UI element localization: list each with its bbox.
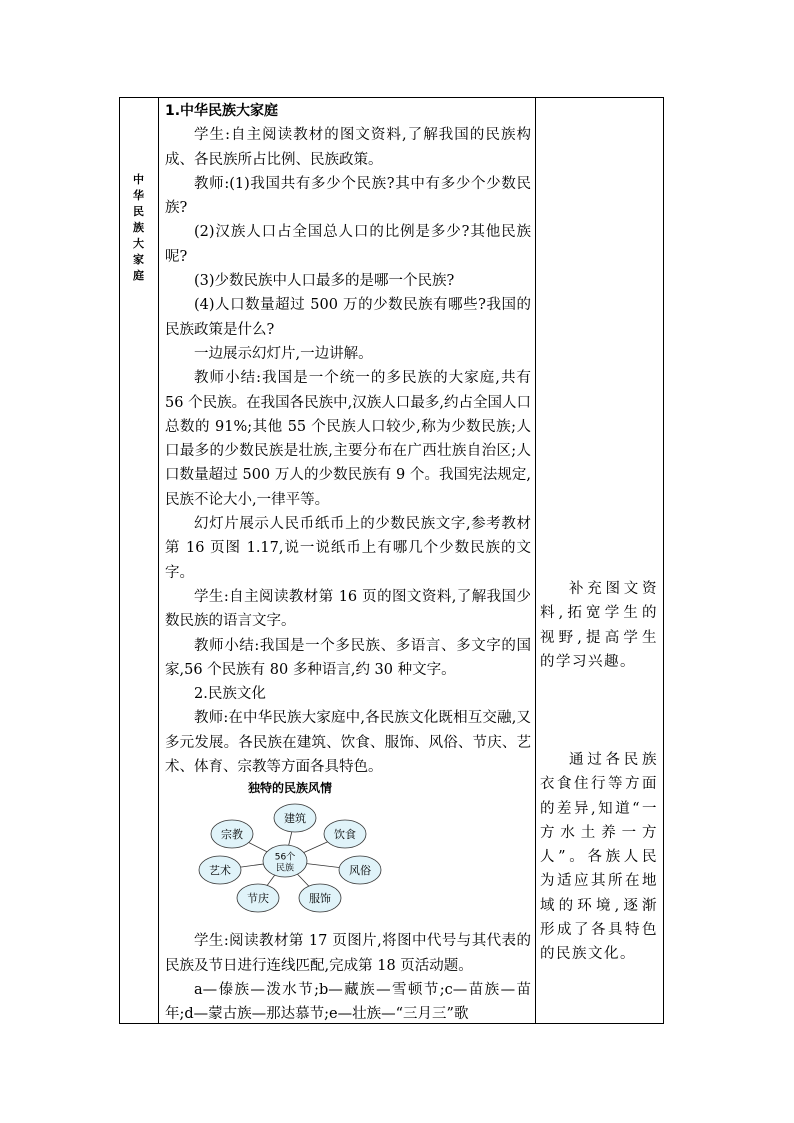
note-2 [540,748,658,967]
diagram-svg [190,778,390,918]
paragraph: 学生:自主阅读教材的图文资料,了解我国的民族构成、各民族所占比例、民族政策。 [165,127,531,168]
side-char: 大 [133,237,144,250]
paragraph: 教师:在中华民族大家庭中,各民族文化既相互交融,又多元发展。各民族在建筑、饮食、服饰、风俗、节庆、艺术、体育、宗教等方面各具特色。 [165,710,531,776]
section-side-heading [119,97,158,1023]
table-border-col2 [535,97,536,1023]
ethnic-culture-diagram [190,778,390,918]
side-char: 庭 [133,269,144,282]
paragraph: 教师小结:我国是一个多民族、多语言、多文字的国家,56 个民族有 80 多种语言,约 30 种文字。 [165,637,531,678]
diagram-node-label: 艺术 [209,864,231,877]
table-border-right [663,97,664,1023]
side-char: 民 [133,205,144,218]
paragraph: (2)汉族人口占全国总人口的比例是多少?其他民族呢? [165,224,531,265]
side-char: 华 [133,189,144,202]
table-border-col1 [158,97,159,1023]
note-text: 补充图文资料,拓宽学生的视野,提高学生的学习兴趣。 [540,581,658,670]
paragraph: (4)人口数量超过 500 万的少数民族有哪些?我国的民族政策是什么? [165,297,531,338]
diagram-node-label: 节庆 [247,892,269,905]
diagram-node-label: 饮食 [334,828,356,841]
side-char: 族 [133,221,144,234]
paragraph: 学生:阅读教材第 17 页图片,将图中代号与其代表的民族及节日进行连线匹配,完成第 18 页活动题。 [165,933,531,974]
section1-title: 1.中华民族大家庭 [165,103,279,119]
diagram-title: 独特的民族风情 [247,781,333,795]
diagram-node-label: 宗教 [221,828,243,841]
paragraph: 教师:(1)我国共有多少个民族?其中有多少个少数民族? [165,175,531,217]
paragraph: 教师小结:我国是一个统一的多民族的大家庭,共有 56 个民族。在我国各民族中,汉族人口最多,约占全国人口总数的 91%;其他 55 个民族人口较少,称为少数民族;人口最多的少数民族是壮族,主要分布在广西壮族自治区;人口数量超过 500 万人的少数民族有 9 个。我国宪法规定,民族不论大小,一律平等。 [165,370,531,508]
side-char: 中 [133,173,144,186]
diagram-node-label: 服饰 [309,892,331,905]
paragraph: 学生:自主阅读教材第 16 页的图文资料,了解我国少数民族的语言文字。 [165,588,531,630]
paragraph: a—傣族—泼水节;b—藏族—雪顿节;c—苗族—苗年;d—蒙古族—那达慕节;e—壮族—“三月三”歌 [165,981,531,1023]
paragraph: 一边展示幻灯片,一边讲解。 [194,345,373,362]
diagram-center-label: 56个 [274,852,296,863]
diagram-node-label: 建筑 [284,812,306,825]
paragraph: (3)少数民族中人口最多的是哪一个民族? [194,273,455,290]
note-text: 通过各民族衣食住行等方面的差异,知道“一方水土养一方人”。各族人民为适应其所在地域的环境,逐渐形成了各具特色的民族文化。 [540,752,658,963]
diagram-center-label: 民族 [275,863,295,874]
note-1 [540,577,658,674]
section2-title: 2.民族文化 [194,686,266,703]
paragraph: 幻灯片展示人民币纸币上的少数民族文字,参考教材第 16 页图 1.17,说一说纸币上有哪几个少数民族的文字。 [165,516,531,581]
side-heading-text [119,172,158,284]
side-char: 家 [133,253,144,266]
diagram-node-label: 风俗 [349,864,371,877]
table-border-top [119,97,664,98]
